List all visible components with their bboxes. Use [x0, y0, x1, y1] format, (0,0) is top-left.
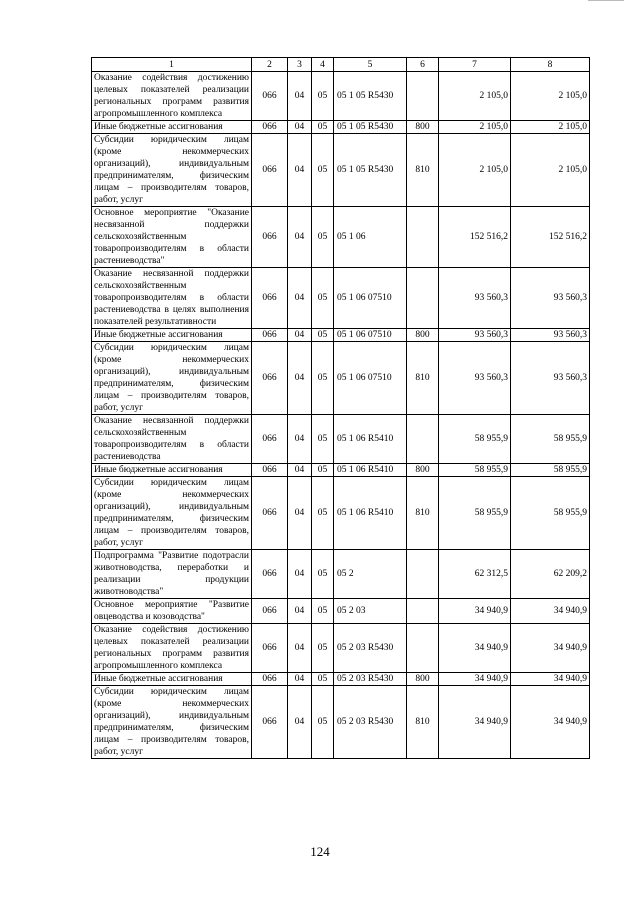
item-name-cell: Субсидии юридическим лицам (кроме некоммерческих организаций), индивидуальным предпринимателям, физическим лицам – производителям товаров, работ, услуг	[92, 686, 252, 759]
expense-type-cell	[407, 415, 439, 464]
subsection-code-cell: 05	[312, 268, 334, 329]
target-article-cell: 05 2 03 R5430	[334, 624, 407, 673]
expense-type-cell: 810	[407, 134, 439, 207]
admin-code-cell: 066	[252, 477, 288, 550]
admin-code-cell: 066	[252, 550, 288, 599]
header-cell: 7	[439, 58, 511, 72]
amount-cell: 93 560,3	[511, 329, 590, 342]
admin-code-cell: 066	[252, 207, 288, 268]
amount-cell: 34 940,9	[439, 599, 511, 624]
target-article-cell: 05 1 05 R5430	[334, 121, 407, 134]
header-cell: 4	[312, 58, 334, 72]
target-article-cell: 05 1 06 R5410	[334, 477, 407, 550]
item-name-cell: Иные бюджетные ассигнования	[92, 673, 252, 686]
section-code-cell: 04	[288, 207, 312, 268]
amount-cell: 93 560,3	[511, 268, 590, 329]
table-row	[92, 268, 590, 329]
amount-cell: 62 312,5	[439, 550, 511, 599]
amount-cell: 2 105,0	[439, 134, 511, 207]
amount-cell: 58 955,9	[511, 477, 590, 550]
expense-type-cell: 800	[407, 121, 439, 134]
page-number: 124	[310, 844, 330, 859]
table-body	[92, 72, 590, 759]
amount-cell: 34 940,9	[511, 686, 590, 759]
admin-code-cell: 066	[252, 329, 288, 342]
table-row	[92, 72, 590, 121]
amount-cell: 2 105,0	[439, 72, 511, 121]
amount-cell: 152 516,2	[511, 207, 590, 268]
table-row	[92, 121, 590, 134]
corner-line	[588, 0, 624, 1]
target-article-cell: 05 1 06 R5410	[334, 464, 407, 477]
table-row	[92, 342, 590, 415]
item-name-cell: Оказание несвязанной поддержки сельскохозяйственным товаропроизводителям в области растениеводства	[92, 415, 252, 464]
section-code-cell: 04	[288, 477, 312, 550]
subsection-code-cell: 05	[312, 415, 334, 464]
table-row	[92, 207, 590, 268]
expense-type-cell: 800	[407, 464, 439, 477]
target-article-cell: 05 1 06 07510	[334, 342, 407, 415]
section-code-cell: 04	[288, 268, 312, 329]
item-name-cell: Субсидии юридическим лицам (кроме некоммерческих организаций), индивидуальным предпринимателям, физическим лицам – производителям товаров, работ, услуг	[92, 477, 252, 550]
admin-code-cell: 066	[252, 464, 288, 477]
admin-code-cell: 066	[252, 342, 288, 415]
subsection-code-cell: 05	[312, 134, 334, 207]
admin-code-cell: 066	[252, 121, 288, 134]
subsection-code-cell: 05	[312, 599, 334, 624]
admin-code-cell: 066	[252, 624, 288, 673]
target-article-cell: 05 1 06	[334, 207, 407, 268]
target-article-cell: 05 1 05 R5430	[334, 72, 407, 121]
expense-type-cell	[407, 207, 439, 268]
subsection-code-cell: 05	[312, 72, 334, 121]
item-name-cell: Субсидии юридическим лицам (кроме некоммерческих организаций), индивидуальным предпринимателям, физическим лицам – производителям товаров, работ, услуг	[92, 134, 252, 207]
amount-cell: 34 940,9	[511, 599, 590, 624]
section-code-cell: 04	[288, 550, 312, 599]
amount-cell: 2 105,0	[511, 72, 590, 121]
target-article-cell: 05 2 03	[334, 599, 407, 624]
item-name-cell: Оказание содействия достижению целевых показателей реализации региональных программ развития агропромышленного комплекса	[92, 624, 252, 673]
amount-cell: 58 955,9	[439, 415, 511, 464]
header-cell: 1	[92, 58, 252, 72]
subsection-code-cell: 05	[312, 207, 334, 268]
item-name-cell: Основное мероприятие "Оказание несвязанной поддержки сельскохозяйственным товаропроизводителям в области растениеводства"	[92, 207, 252, 268]
admin-code-cell: 066	[252, 72, 288, 121]
subsection-code-cell: 05	[312, 329, 334, 342]
item-name-cell: Подпрограмма "Развитие подотрасли животноводства, переработки и реализации продукции животноводства"	[92, 550, 252, 599]
expense-type-cell	[407, 550, 439, 599]
subsection-code-cell: 05	[312, 121, 334, 134]
item-name-cell: Субсидии юридическим лицам (кроме некоммерческих организаций), индивидуальным предпринимателям, физическим лицам – производителям товаров, работ, услуг	[92, 342, 252, 415]
table-row	[92, 673, 590, 686]
section-code-cell: 04	[288, 329, 312, 342]
target-article-cell: 05 2	[334, 550, 407, 599]
target-article-cell: 05 1 06 07510	[334, 329, 407, 342]
amount-cell: 34 940,9	[439, 673, 511, 686]
table-row	[92, 550, 590, 599]
subsection-code-cell: 05	[312, 342, 334, 415]
amount-cell: 2 105,0	[511, 134, 590, 207]
amount-cell: 93 560,3	[511, 342, 590, 415]
header-cell: 2	[252, 58, 288, 72]
amount-cell: 34 940,9	[439, 624, 511, 673]
target-article-cell: 05 2 03 R5430	[334, 686, 407, 759]
budget-table	[91, 57, 590, 759]
table-row	[92, 477, 590, 550]
expense-type-cell	[407, 268, 439, 329]
header-cell: 6	[407, 58, 439, 72]
target-article-cell: 05 2 03 R5430	[334, 673, 407, 686]
section-code-cell: 04	[288, 464, 312, 477]
expense-type-cell	[407, 624, 439, 673]
table-row	[92, 329, 590, 342]
expense-type-cell	[407, 599, 439, 624]
header-cell: 5	[334, 58, 407, 72]
table-header-row	[92, 58, 590, 72]
subsection-code-cell: 05	[312, 477, 334, 550]
item-name-cell: Иные бюджетные ассигнования	[92, 121, 252, 134]
admin-code-cell: 066	[252, 686, 288, 759]
section-code-cell: 04	[288, 342, 312, 415]
admin-code-cell: 066	[252, 673, 288, 686]
subsection-code-cell: 05	[312, 464, 334, 477]
subsection-code-cell: 05	[312, 673, 334, 686]
amount-cell: 58 955,9	[439, 464, 511, 477]
section-code-cell: 04	[288, 624, 312, 673]
target-article-cell: 05 1 06 07510	[334, 268, 407, 329]
amount-cell: 2 105,0	[511, 121, 590, 134]
amount-cell: 58 955,9	[439, 477, 511, 550]
table-row	[92, 464, 590, 477]
table-row	[92, 415, 590, 464]
table-row	[92, 134, 590, 207]
expense-type-cell: 800	[407, 329, 439, 342]
amount-cell: 34 940,9	[439, 686, 511, 759]
expense-type-cell: 810	[407, 477, 439, 550]
item-name-cell: Оказание несвязанной поддержки сельскохозяйственным товаропроизводителям в области растениеводства в целях выполнения показателей результативности	[92, 268, 252, 329]
expense-type-cell: 810	[407, 686, 439, 759]
section-code-cell: 04	[288, 686, 312, 759]
amount-cell: 93 560,3	[439, 342, 511, 415]
item-name-cell: Основное мероприятие "Развитие овцеводства и козоводства"	[92, 599, 252, 624]
expense-type-cell: 800	[407, 673, 439, 686]
item-name-cell: Иные бюджетные ассигнования	[92, 329, 252, 342]
admin-code-cell: 066	[252, 599, 288, 624]
amount-cell: 62 209,2	[511, 550, 590, 599]
section-code-cell: 04	[288, 673, 312, 686]
section-code-cell: 04	[288, 134, 312, 207]
section-code-cell: 04	[288, 599, 312, 624]
header-cell: 3	[288, 58, 312, 72]
admin-code-cell: 066	[252, 415, 288, 464]
section-code-cell: 04	[288, 121, 312, 134]
item-name-cell: Иные бюджетные ассигнования	[92, 464, 252, 477]
expense-type-cell: 810	[407, 342, 439, 415]
amount-cell: 152 516,2	[439, 207, 511, 268]
table-row	[92, 599, 590, 624]
amount-cell: 34 940,9	[511, 673, 590, 686]
expense-type-cell	[407, 72, 439, 121]
amount-cell: 2 105,0	[439, 121, 511, 134]
target-article-cell: 05 1 06 R5410	[334, 415, 407, 464]
amount-cell: 93 560,3	[439, 329, 511, 342]
admin-code-cell: 066	[252, 268, 288, 329]
amount-cell: 58 955,9	[511, 464, 590, 477]
amount-cell: 93 560,3	[439, 268, 511, 329]
subsection-code-cell: 05	[312, 624, 334, 673]
amount-cell: 58 955,9	[511, 415, 590, 464]
subsection-code-cell: 05	[312, 686, 334, 759]
table-row	[92, 624, 590, 673]
admin-code-cell: 066	[252, 134, 288, 207]
header-cell: 8	[511, 58, 590, 72]
item-name-cell: Оказание содействия достижению целевых показателей реализации региональных программ развития агропромышленного комплекса	[92, 72, 252, 121]
section-code-cell: 04	[288, 72, 312, 121]
table-row	[92, 686, 590, 759]
subsection-code-cell: 05	[312, 550, 334, 599]
amount-cell: 34 940,9	[511, 624, 590, 673]
section-code-cell: 04	[288, 415, 312, 464]
target-article-cell: 05 1 05 R5430	[334, 134, 407, 207]
